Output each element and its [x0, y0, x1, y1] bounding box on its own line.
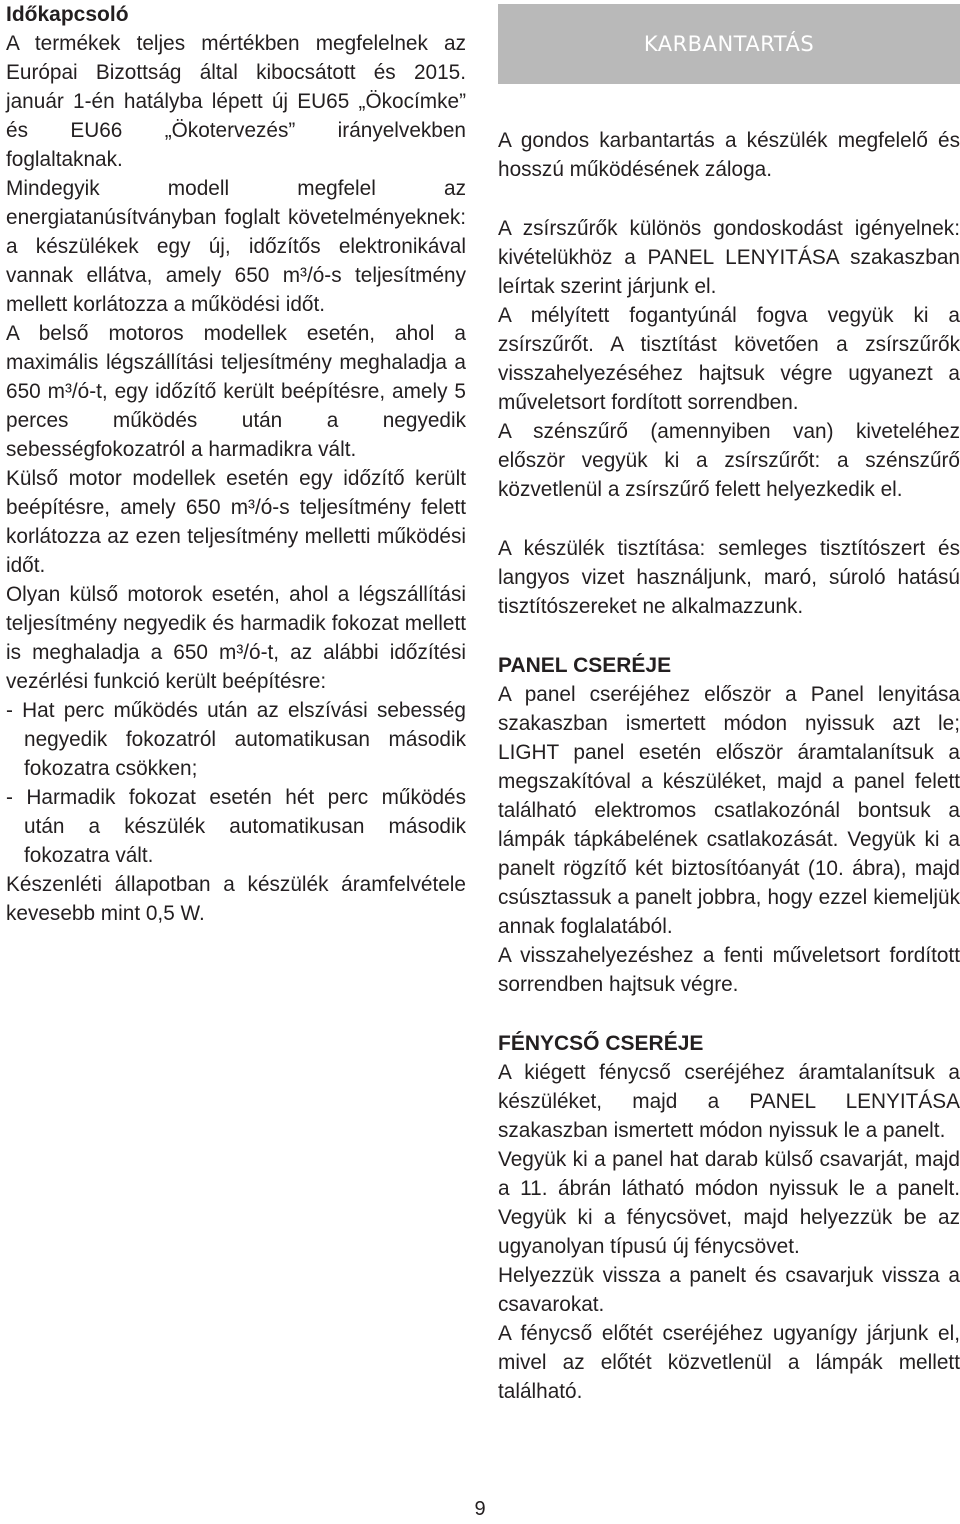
list-item-six-minutes: - Hat perc működés után az elszívási sebesség negyedik fokozatról automatikusan második fokozatra csökken;	[6, 699, 466, 780]
section-banner-maintenance: KARBANTARTÁS	[498, 4, 960, 84]
page-number: 9	[474, 1498, 486, 1520]
paragraph-standby-power: Készenléti állapotban a készülék áramfelvétele kevesebb mint 0,5 W.	[6, 873, 466, 925]
paragraph-external-motor: Külső motor modellek esetén egy időzítő került beépítésre, amely 650 m³/ó-s teljesítmény felett korlátozza az ezen teljesítmény melletti működési időt.	[6, 467, 466, 577]
section-title-panel-replacement: PANEL CSERÉJE	[498, 654, 672, 677]
paragraph-grease-filter-removal: A mélyített fogantyúnál fogva vegyük ki a zsírszűrőt. A tisztítást követően a zsírszűrők visszahelyezéséhez hajtsuk végre ugyanezt a műveletsort fordított sorrendben.	[498, 304, 960, 414]
left-column	[6, 0, 466, 928]
paragraph-timer-control: Olyan külső motorok esetén, ahol a légszállítási teljesítmény negyedik és harmadik fokozat mellett is meghaladja a 650 m³/ó-t, az alábbi időzítési vezérlési funkció került beépítésre:	[6, 583, 466, 693]
paragraph-ecolabel: A termékek teljes mértékben megfelelnek az Európai Bizottság által kibocsátott és 2015. január 1-én hatályba lépett új EU65 „Ökocímke” és EU66 „Ökotervezés” irányelvekben foglaltaknak.	[6, 32, 466, 171]
paragraph-energy-certificate: Mindegyik modell megfelel az energiatanúsítványban foglalt követelményeknek: a készülékek egy új, időzítős elektronikával vannak ellátva, amely 650 m³/ó-s teljesítmény mellett korlátozza a működési időt.	[6, 177, 466, 316]
paragraph-carbon-filter: A szénszűrő (amennyiben van) kiveteléhez először vegyük ki a zsírszűrőt: a szénszűrő közvetlenül a zsírszűrő felett helyezkedik el.	[498, 420, 960, 501]
paragraph-grease-filters: A zsírszűrők különös gondoskodást igényelnek: kivételükhöz a PANEL LENYITÁSA szakaszban leírtak szerint járjunk el.	[498, 217, 960, 298]
list-item-seven-minutes: - Harmadik fokozat esetén hét perc működés után a készülék automatikusan második fokozatra vált.	[6, 786, 466, 867]
right-column	[498, 0, 960, 1406]
paragraph-cleaning: A készülék tisztítása: semleges tisztítószert és langyos vizet használjunk, maró, súroló hatású tisztítószereket ne alkalmazzunk.	[498, 537, 960, 618]
paragraph-maintenance-intro: A gondos karbantartás a készülék megfelelő és hosszú működésének záloga.	[498, 129, 960, 181]
section-title-timer: Időkapcsoló	[6, 3, 129, 26]
paragraph-internal-motor: A belső motoros modellek esetén, ahol a maximális légszállítási teljesítmény meghaladja a 650 m³/ó-t, egy időzítő került beépítésre, amely 5 perces működés után a negyedik sebességfokozatról a harmadikra vált.	[6, 322, 466, 461]
paragraph-panel-screws: Helyezzük vissza a panelt és csavarjuk vissza a csavarokat.	[498, 1264, 960, 1316]
paragraph-panel-replacement: A panel cseréjéhez először a Panel lenyitása szakaszban ismertett módon nyissuk azt le; LIGHT panel esetén először áramtalanítsuk a megszakítóval a készüléket, majd a panel felett található elektromos csatlakozónál bontsuk a lámpák tápkábelének csatlakozását. Vegyük ki a panelt rögzítő két biztosítóanyát (10. ábra), majd csúsztassuk a panelt jobbra, hogy ezzel kiemeljük annak foglalatából.	[498, 683, 960, 938]
paragraph-tube-power-off: A kiégett fénycső cseréjéhez áramtalanítsuk a készüléket, majd a PANEL LENYITÁSA szakaszban ismertett módon nyissuk le a panelt.	[498, 1061, 960, 1142]
paragraph-ballast-replacement: A fénycső előtét cseréjéhez ugyanígy járjunk el, mivel az előtét közvetlenül a lámpák mellett található.	[498, 1322, 960, 1403]
paragraph-panel-reinstall: A visszahelyezéshez a fenti műveletsort fordított sorrendben hajtsuk végre.	[498, 944, 960, 996]
section-title-tube-replacement: FÉNYCSŐ CSERÉJE	[498, 1032, 704, 1055]
paragraph-tube-removal: Vegyük ki a panel hat darab külső csavarját, majd a 11. ábrán látható módon nyissuk le a panelt. Vegyük ki a fénycsövet, majd helyezzük be az ugyanolyan típusú új fénycsövet.	[498, 1148, 960, 1258]
